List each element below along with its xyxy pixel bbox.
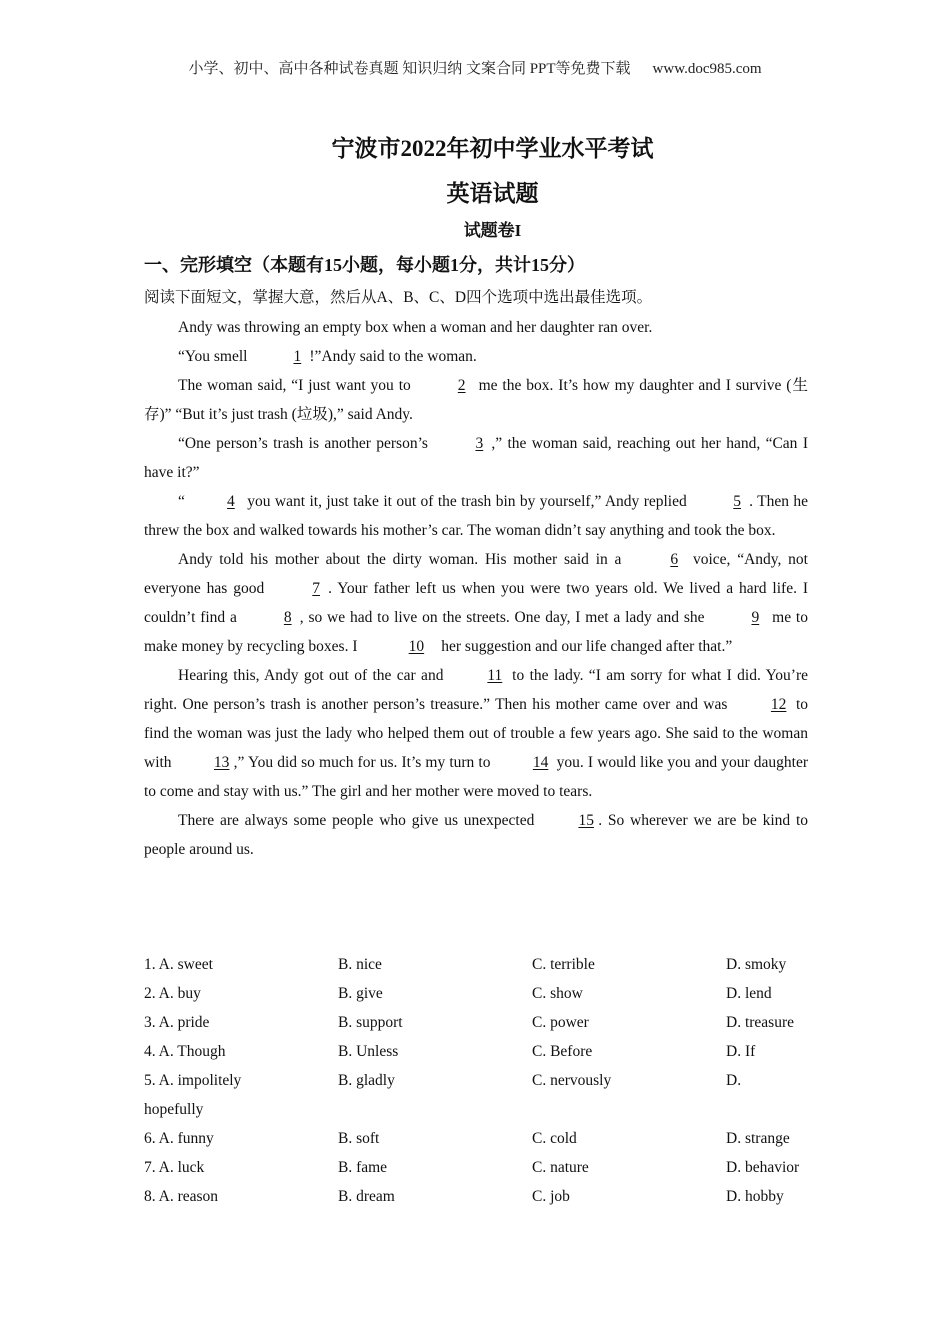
instruction-text: 阅读下面短文，掌握大意，然后从A、B、C、D四个选项中选出最佳选项。 [144, 289, 653, 306]
option-row: 8. A. reason B. dream C. job D. hobby [144, 1188, 784, 1205]
blank-14: 14 [532, 754, 549, 771]
blank-6: 6 [670, 551, 679, 568]
blank-4: 4 [227, 493, 235, 510]
blank-10: 10 [408, 638, 425, 655]
paragraph: Andy was throwing an empty box when a woman and her daughter ran over. [178, 319, 653, 336]
answer-options [144, 950, 814, 1211]
paragraph: Andy told his mother about the dirty woman. His mother said in a 6 voice, “Andy, not everyone has good 7 . Your father left us when you were two years old. We lived a hard life. I couldn’t find a 8 , so we had to live on the streets. One day, I met a lady and she 9 me to make money by recycling boxes. I 10 her suggestion and our life changed after that.” [144, 545, 808, 661]
blank-1: 1 [293, 348, 302, 365]
option-row: 6. A. funny B. soft C. cold D. strange [144, 1130, 790, 1147]
exam-title: 宁波市2022年初中学业水平考试 [331, 136, 654, 161]
exam-paper-label: 试题卷I [463, 221, 522, 240]
option-row: hopefully [144, 1101, 204, 1118]
header-text: 小学、初中、高中各种试卷真题 知识归纳 文案合同 PPT等免费下载 [188, 61, 631, 77]
paragraph: Hearing this, Andy got out of the car and 11 to the lady. “I am sorry for what I did. You’re right. One person’s trash is another person’s treasure.” Then his mother came over and was 12 to find the woman was just the lady who helped them out of trouble a few years ago. She said to the woman with 13 ,” You did so much for us. It’s my turn to 14 you. I would like you and your daughter to come and stay with us.” The girl and her mother were moved to tears. [144, 661, 808, 806]
option-row: 7. A. luck B. fame C. nature D. behavior [144, 1159, 800, 1176]
blank-13: 13 [213, 754, 230, 771]
blank-5: 5 [733, 493, 742, 510]
paragraph: “You smell 1 !”Andy said to the woman. [144, 342, 808, 371]
header-site-link[interactable]: www.doc985.com [652, 61, 762, 77]
exam-subject: 英语试题 [446, 181, 539, 206]
paragraph: There are always some people who give us unexpected 15 . So wherever we are be kind to people around us. [144, 806, 808, 864]
blank-12: 12 [770, 696, 787, 713]
option-row: 2. A. buy B. give C. show D. lend [144, 985, 772, 1002]
blank-9: 9 [751, 609, 760, 626]
option-row: 3. A. pride B. support C. power D. treasure [144, 1014, 794, 1031]
page-header [0, 57, 950, 78]
blank-7: 7 [312, 580, 320, 597]
blank-8: 8 [283, 609, 292, 626]
blank-11: 11 [487, 667, 503, 684]
option-row: 5. A. impolitely B. gladly C. nervously D. [144, 1072, 742, 1089]
paragraph: The woman said, “I just want you to 2 me the box. It’s how my daughter and I survive (生存)” “But it’s just trash (垃圾),” said Andy. [144, 371, 808, 429]
cloze-passage [144, 313, 808, 864]
blank-2: 2 [457, 377, 466, 394]
blank-15: 15 [578, 812, 594, 829]
option-row: 1. A. sweet B. nice C. terrible D. smoky [144, 956, 787, 973]
section-heading: 一、完形填空（本题有15小题，每小题1分，共计15分） [144, 255, 585, 275]
paragraph: “One person’s trash is another person’s 3 ,” the woman said, reaching out her hand, “Can I have it?” [144, 429, 808, 487]
blank-3: 3 [475, 435, 484, 452]
option-row: 4. A. Though B. Unless C. Before D. If [144, 1043, 756, 1060]
paragraph: “ 4 you want it, just take it out of the trash bin by yourself,” Andy replied 5 . Then he threw the box and walked towards his mother’s car. The woman didn’t say anything and took the box. [144, 487, 808, 545]
